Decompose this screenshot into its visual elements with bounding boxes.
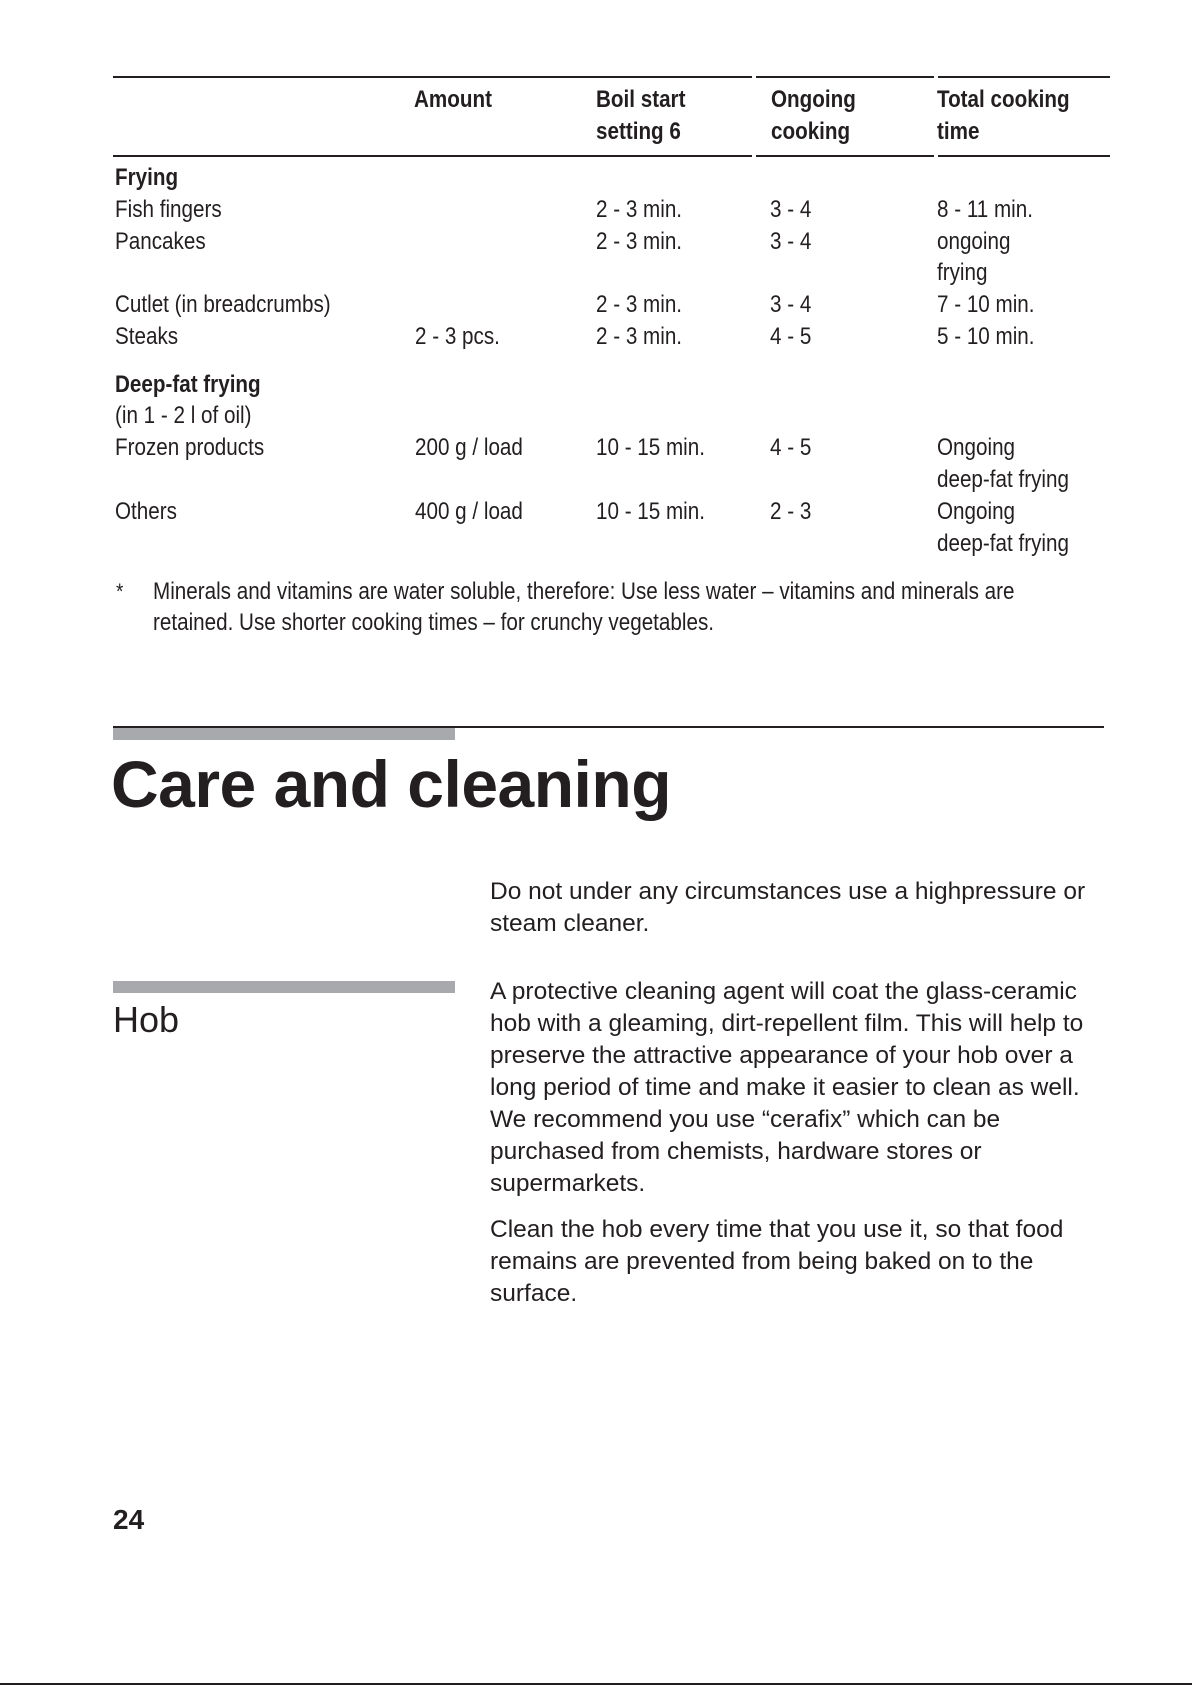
table-cell-amount: 200 g / load bbox=[415, 434, 523, 461]
table-cell-boil: 2 - 3 min. bbox=[596, 291, 683, 318]
table-cell-total: frying bbox=[937, 259, 988, 286]
table-cell-boil: 10 - 15 min. bbox=[596, 498, 705, 525]
table-cell-total: ongoing bbox=[937, 228, 1011, 255]
page-number: 24 bbox=[113, 1504, 145, 1535]
table-cell-ongoing: 4 - 5 bbox=[770, 434, 812, 461]
table-top-rule bbox=[938, 76, 1110, 78]
table-cell-ongoing: 3 - 4 bbox=[770, 291, 812, 318]
table-header-bottom-rule bbox=[113, 155, 752, 157]
column-header-boil-start: setting 6 bbox=[596, 118, 681, 145]
table-cell-amount: 2 - 3 pcs. bbox=[415, 323, 500, 350]
hob-paragraph: Clean the hob every time that you use it, so that food remains are prevented from being baked on to the surface. bbox=[490, 1216, 1064, 1307]
table-cell-name: Pancakes bbox=[115, 228, 206, 255]
column-header-ongoing: Ongoing bbox=[771, 86, 856, 113]
table-cell-total: 5 - 10 min. bbox=[937, 323, 1035, 350]
footnote-text: Minerals and vitamins are water soluble, therefore: Use less water – vitamins and minerals are retained. Use shorter cooking times – for crunchy vegetables. bbox=[153, 578, 1015, 636]
table-cell-name: Frozen products bbox=[115, 434, 265, 461]
table-cell-total: Ongoing bbox=[937, 434, 1016, 461]
table-cell-ongoing: 3 - 4 bbox=[770, 228, 812, 255]
table-cell-total: Ongoing bbox=[937, 498, 1016, 525]
section-heading-deep-fat-frying: Deep-fat frying bbox=[115, 371, 261, 398]
subsection-title-hob: Hob bbox=[113, 999, 180, 1040]
table-cell-name: Fish fingers bbox=[115, 196, 222, 223]
column-header-amount: Amount bbox=[414, 86, 492, 113]
table-cell-boil: 2 - 3 min. bbox=[596, 196, 683, 223]
table-cell-name: Steaks bbox=[115, 323, 179, 350]
table-cell-total: 7 - 10 min. bbox=[937, 291, 1035, 318]
table-cell-total: deep-fat frying bbox=[937, 530, 1069, 557]
column-header-total: time bbox=[937, 118, 980, 145]
table-cell-amount: 400 g / load bbox=[415, 498, 523, 525]
column-header-total: Total cooking bbox=[937, 86, 1070, 113]
column-header-ongoing: cooking bbox=[771, 118, 851, 145]
section-rule-accent bbox=[113, 728, 455, 740]
section-heading-frying: Frying bbox=[115, 164, 179, 191]
table-cell-boil: 2 - 3 min. bbox=[596, 228, 683, 255]
table-cell-boil: 10 - 15 min. bbox=[596, 434, 705, 461]
table-cell-ongoing: 2 - 3 bbox=[770, 498, 812, 525]
table-cell-name: Cutlet (in breadcrumbs) bbox=[115, 291, 331, 318]
table-cell-total: 8 - 11 min. bbox=[937, 196, 1033, 223]
section-title: Care and cleaning bbox=[111, 747, 672, 821]
table-cell-ongoing: 4 - 5 bbox=[770, 323, 812, 350]
table-cell-boil: 2 - 3 min. bbox=[596, 323, 683, 350]
table-cell-total: deep-fat frying bbox=[937, 466, 1069, 493]
table-top-rule bbox=[113, 76, 752, 78]
column-header-boil-start: Boil start bbox=[596, 86, 686, 113]
table-header-bottom-rule bbox=[756, 155, 934, 157]
footnote-marker: * bbox=[116, 579, 124, 604]
table-cell-ongoing: 3 - 4 bbox=[770, 196, 812, 223]
table-top-rule bbox=[756, 76, 934, 78]
subsection-rule-accent bbox=[113, 981, 455, 993]
hob-paragraph: A protective cleaning agent will coat the glass-ceramic hob with a gleaming, dirt-repellent film. This will help to preserve the attractive appearance of your hob over a long period of time and make it easier to clean as well. We recommend you use “cerafix” which can be purchased from chemists, hardware stores or supermarkets. bbox=[490, 978, 1084, 1197]
section-note-oil: (in 1 - 2 l of oil) bbox=[115, 402, 252, 429]
table-cell-name: Others bbox=[115, 498, 177, 525]
table-header-bottom-rule bbox=[938, 155, 1110, 157]
warning-paragraph: Do not under any circumstances use a highpressure or steam cleaner. bbox=[490, 878, 1086, 937]
